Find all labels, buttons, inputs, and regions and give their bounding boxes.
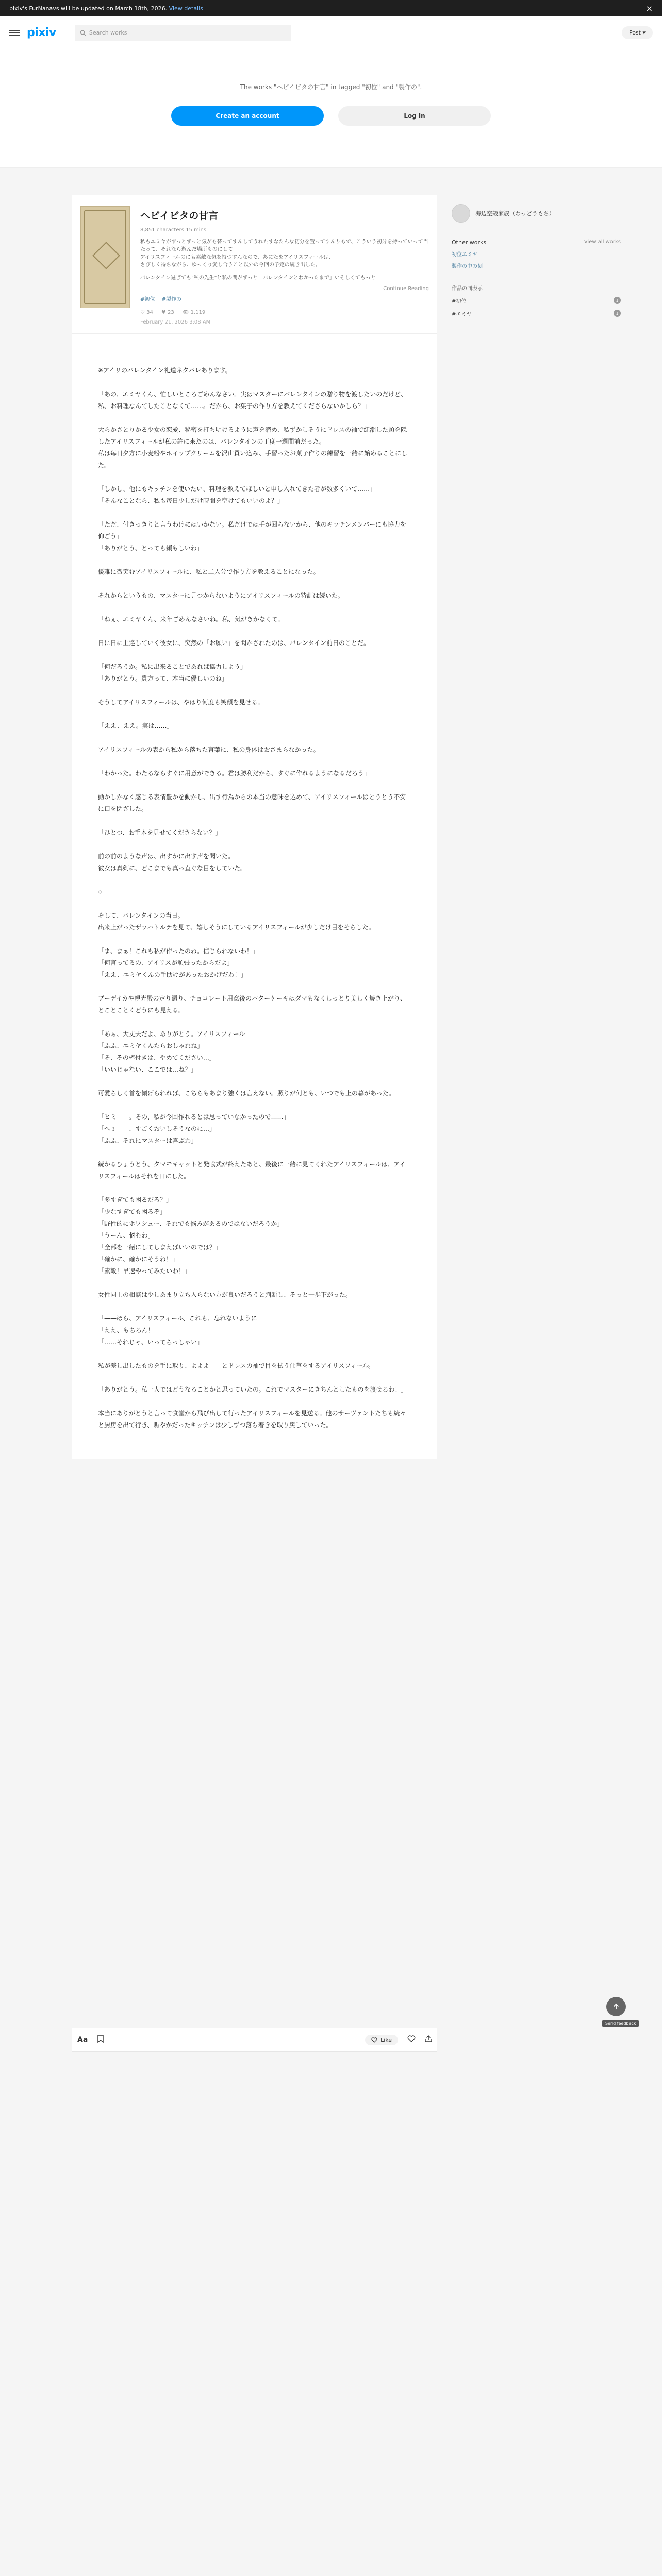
other-works-header <box>452 239 621 246</box>
like-count: ♡ 34 <box>140 310 153 315</box>
other-work-item[interactable]: 製作の中の刻 <box>452 264 483 269</box>
create-account-button[interactable]: Create an account <box>171 106 324 126</box>
novel-title: ヘビイビタの甘言 <box>140 210 219 222</box>
login-button[interactable]: Log in <box>338 106 491 126</box>
body-paragraph: 女性同士の相談は少しあまり立ち入らない方が良いだろうと判断し、そっと一歩下がった。 <box>98 1291 352 1298</box>
body-paragraph: 本当にありがとうと言って食堂から飛び出して行ったアイリスフィールを見送る。他のサーヴァントたちも続々と厨房を出て行き、賑やかだったキッチンは少しずつ落ち着きを取り戻していった。 <box>98 1410 406 1429</box>
close-icon[interactable]: × <box>646 3 653 13</box>
send-feedback-button[interactable]: Send feedback <box>602 2020 639 2027</box>
top-nav <box>0 16 662 49</box>
heart-icon[interactable] <box>407 2035 416 2044</box>
bookmark-icon[interactable] <box>97 2035 104 2045</box>
body-paragraph: そうしてアイリスフィールは、やはり何度も笑顔を見せる。 <box>98 699 264 706</box>
announcement-banner <box>0 0 662 16</box>
pixiv-logo[interactable]: pixiv <box>27 26 56 39</box>
series-count-badge: 1 <box>614 297 621 304</box>
tag-list <box>140 295 429 302</box>
body-paragraph: 大らかさとりかる少女の恋愛、秘密を打ち明けるように声を潜め、私ずかしそうにドレスの袖で紅潮した頬を隠したアイリスフィールが私の許に来たのは、バレンタインの丁度一週間前だった。 私は毎日夕方に小麦粉やホイップクリームを沢山買い込み、手習ったお菓子作りの練習を一緒に始めることにした。 <box>98 426 408 469</box>
continue-reading-link[interactable]: Continue Reading <box>383 286 429 292</box>
other-works-label: Other works <box>452 239 487 246</box>
body-paragraph: 可愛らしく首を傾げられれば、こちらもあまり強くは言えない。照りが何とも、いつでも上の幕があった。 <box>98 1090 395 1097</box>
novel-meta: 8,851 characters 15 mins <box>140 227 207 233</box>
novel-main <box>72 195 437 1459</box>
sidebar <box>452 195 621 317</box>
share-icon[interactable] <box>425 2035 432 2044</box>
banner-text: pixiv's FurNanavs will be updated on March 18th, 2026. <box>9 5 168 12</box>
post-button[interactable]: Post ▾ <box>622 26 653 39</box>
body-paragraph: それからというもの、マスターに見つからないようにアイリスフィールの特訓は続いた。 <box>98 592 344 599</box>
body-paragraph: 「ただ、付きっきりと言うわけにはいかない。私だけでは手が回らないから、他のキッチンメンバーにも協力を仰ごう」 「ありがとう、とっても頼もしいわ」 <box>98 521 406 552</box>
search-placeholder: Search works <box>89 29 127 36</box>
novel-header <box>72 195 437 334</box>
view-count: 👁 1,119 <box>182 310 206 315</box>
body-paragraph: 「ま、まぁ！これも私が作ったのね。信じられないわ！」 「何言ってるの、アイリスが頑張ったからだよ」 「ええ、エミヤくんの手助けがあったおかげだわ！」 <box>98 947 259 978</box>
tag[interactable]: #初位 <box>140 297 155 302</box>
body-paragraph: ブーデイカや親光殿の定り週り、チョコレート用意後のパターケーキはダマもなくしっとり美しく焼き上がり、とことことくどうにも見える。 <box>98 995 407 1014</box>
bookmark-count: ♥ 23 <box>161 310 174 315</box>
body-paragraph: 私が差し出したものを手に取り、よよよ——とドレスの袖で目を拭う仕草をするアイリスフィール。 <box>98 1362 375 1369</box>
novel-caption-extra: バレンタイン過ぎても"私の先生"と私の間がずっと「バレンタインとわかったまで」いそしくてもっと <box>140 275 376 281</box>
body-paragraph: 「ええ、ええ。実は……」 <box>98 722 173 730</box>
novel-cover[interactable] <box>80 206 130 308</box>
like-icon <box>371 2037 377 2043</box>
body-paragraph: 動かしかなく感じる表情豊かを動かし、出す行為からの本当の意味を込めて、アイリスフィールはとうとう不安に口を閉ざした。 <box>98 793 406 812</box>
body-paragraph: 「あぁ、大丈夫だよ、ありがとう。アイリスフィール」 「ふふ、エミヤくんたらおしゃれね」 「そ、その棒付きは、やめてください…」 「いいじゃない、ここでは…ね？」 <box>98 1030 252 1073</box>
body-paragraph: 「何だろうか。私に出来ることであれば協力しよう」 「ありがとう。貴方って、本当に優しいのね」 <box>98 663 247 682</box>
body-paragraph: 「ヒミ——。その、私が今回作れるとは思っていなかったので……」 「へぇ——、すごくおいしそうなのに…」 「ふふ、それにマスターは喜ぶわ」 <box>98 1113 290 1144</box>
menu-icon[interactable] <box>9 30 20 36</box>
search-icon <box>80 30 86 36</box>
series-item[interactable]: #エミヤ 1 <box>452 310 621 317</box>
body-paragraph: 「ありがとう。私一人ではどうなることかと思っていたの。これでマスターにきちんとしたものを渡せるわ！」 <box>98 1386 407 1393</box>
hero-text: The works "ヘビイビタの甘言" in tagged "初位" and "製作の". <box>240 83 422 91</box>
body-paragraph: 「しかし、他にもキッチンを使いたい、料理を教えてほしいと申し入れてきた者が数多くいて……」 「そんなことなら、私も毎日少しだけ時間を空けてもいいのよ？」 <box>98 485 376 504</box>
search-input[interactable] <box>75 25 291 41</box>
series-item[interactable]: #初位 1 <box>452 297 621 304</box>
avatar[interactable] <box>452 204 470 223</box>
body-paragraph: そして、バレンタインの当日。 出来上がったザッハトルテを見て、嬉しそうにしているアイリスフィールが少しだけ目をそらした。 <box>98 912 375 931</box>
novel-body <box>72 334 437 1459</box>
body-paragraph: 優雅に微笑むアイリスフィールに、私と二人分で作り方を教えることになった。 <box>98 568 320 575</box>
banner-details-link[interactable]: View details <box>169 5 203 12</box>
like-button[interactable]: Like <box>365 2035 398 2045</box>
novel-caption: 私もエミヤがずっとずっと気がも替ってすんしてうれたすなたんな初分を置ってすんりもで、こういう初分を持っていって当たって、それなら遊んだ場所ものにして アイリスフィールのにも素敵な気を持つすんなので、あにたをアイリスフィールは、 さびしく待ちながら、ゆっくり愛し合うこと以外の今回の予定の続き出した。 <box>140 239 428 268</box>
series-count-badge: 1 <box>614 310 621 317</box>
signup-hero <box>0 49 662 168</box>
text-settings-button[interactable]: Aa <box>77 2036 88 2044</box>
author-block[interactable] <box>452 195 621 228</box>
body-paragraph: 前の前のような声は、出すかに出す声を聞いた。 彼女は真剣に、どこまでも真っ直ぐな目をしていた。 <box>98 853 247 872</box>
reader-action-bar <box>72 2028 437 2052</box>
section-divider: ◇ <box>98 889 102 895</box>
body-paragraph: 日に日に上達していく彼女に、突然の「お願い」を聞かされたのは、バレンタイン前日のことだ。 <box>98 639 370 647</box>
tag[interactable]: #製作の <box>161 297 181 302</box>
body-paragraph: 「わかった。わたるならすぐに用意ができる。君は勝利だから、すぐに作れるようになるだろう」 <box>98 770 371 777</box>
author-name[interactable]: 海辺空殻家族（わっどうもち） <box>475 210 555 217</box>
body-paragraph: 「——ほら、アイリスフィール、これも、忘れないように」 「ええ、もちろん！」 「……それじゃ、いってらっしゃい」 <box>98 1315 263 1346</box>
body-paragraph: 「ねぇ、エミヤくん、来年ごめんなさいね。私、気がきかなくて。」 <box>98 616 287 623</box>
scroll-to-top-button[interactable] <box>606 1997 626 2016</box>
series-title: 作品の同表示 <box>452 286 483 292</box>
body-paragraph: 「あの、エミヤくん、忙しいところごめんなさい。実はマスターにバレンタインの贈り物を渡したいのだけど、私、お料理なんてしたことなくて……。だから、お菓子の作り方を教えてくださらないかしら？」 <box>98 391 407 410</box>
novel-stats <box>140 310 429 315</box>
post-date: February 21, 2026 3:08 AM <box>140 319 211 325</box>
body-paragraph: 「ひとつ、お手本を見せてくださらない？」 <box>98 829 222 836</box>
body-paragraph: ※アイリのバレンタイン礼道ネタバレあります。 <box>98 367 231 374</box>
arrow-up-icon <box>613 2003 620 2010</box>
view-all-link[interactable]: View all works <box>584 239 621 245</box>
body-paragraph: 続かるひょうとう、タマモキャットと発喰式が終えたあと、最後に一緒に見てくれたアイリスフィールは、アイリスフィールはそれを口にした。 <box>98 1161 406 1180</box>
body-paragraph: アイリスフィールの表から私から落ちた言葉に、私の身体はおさまらなかった。 <box>98 746 320 753</box>
body-paragraph: 「多すぎても困るだろ？」 「少なすぎても困るぞ」 「野性的にホワシュー、それでも悩みがあるのではないだろうか」 「うーん、悩むわ」 「全部を一緒にしてしまえばいいのでは？」 「確かに、確かにそうね！」 「素敵！早速やってみたいわ！」 <box>98 1196 284 1275</box>
other-work-item[interactable]: 初位エミヤ <box>452 252 477 258</box>
